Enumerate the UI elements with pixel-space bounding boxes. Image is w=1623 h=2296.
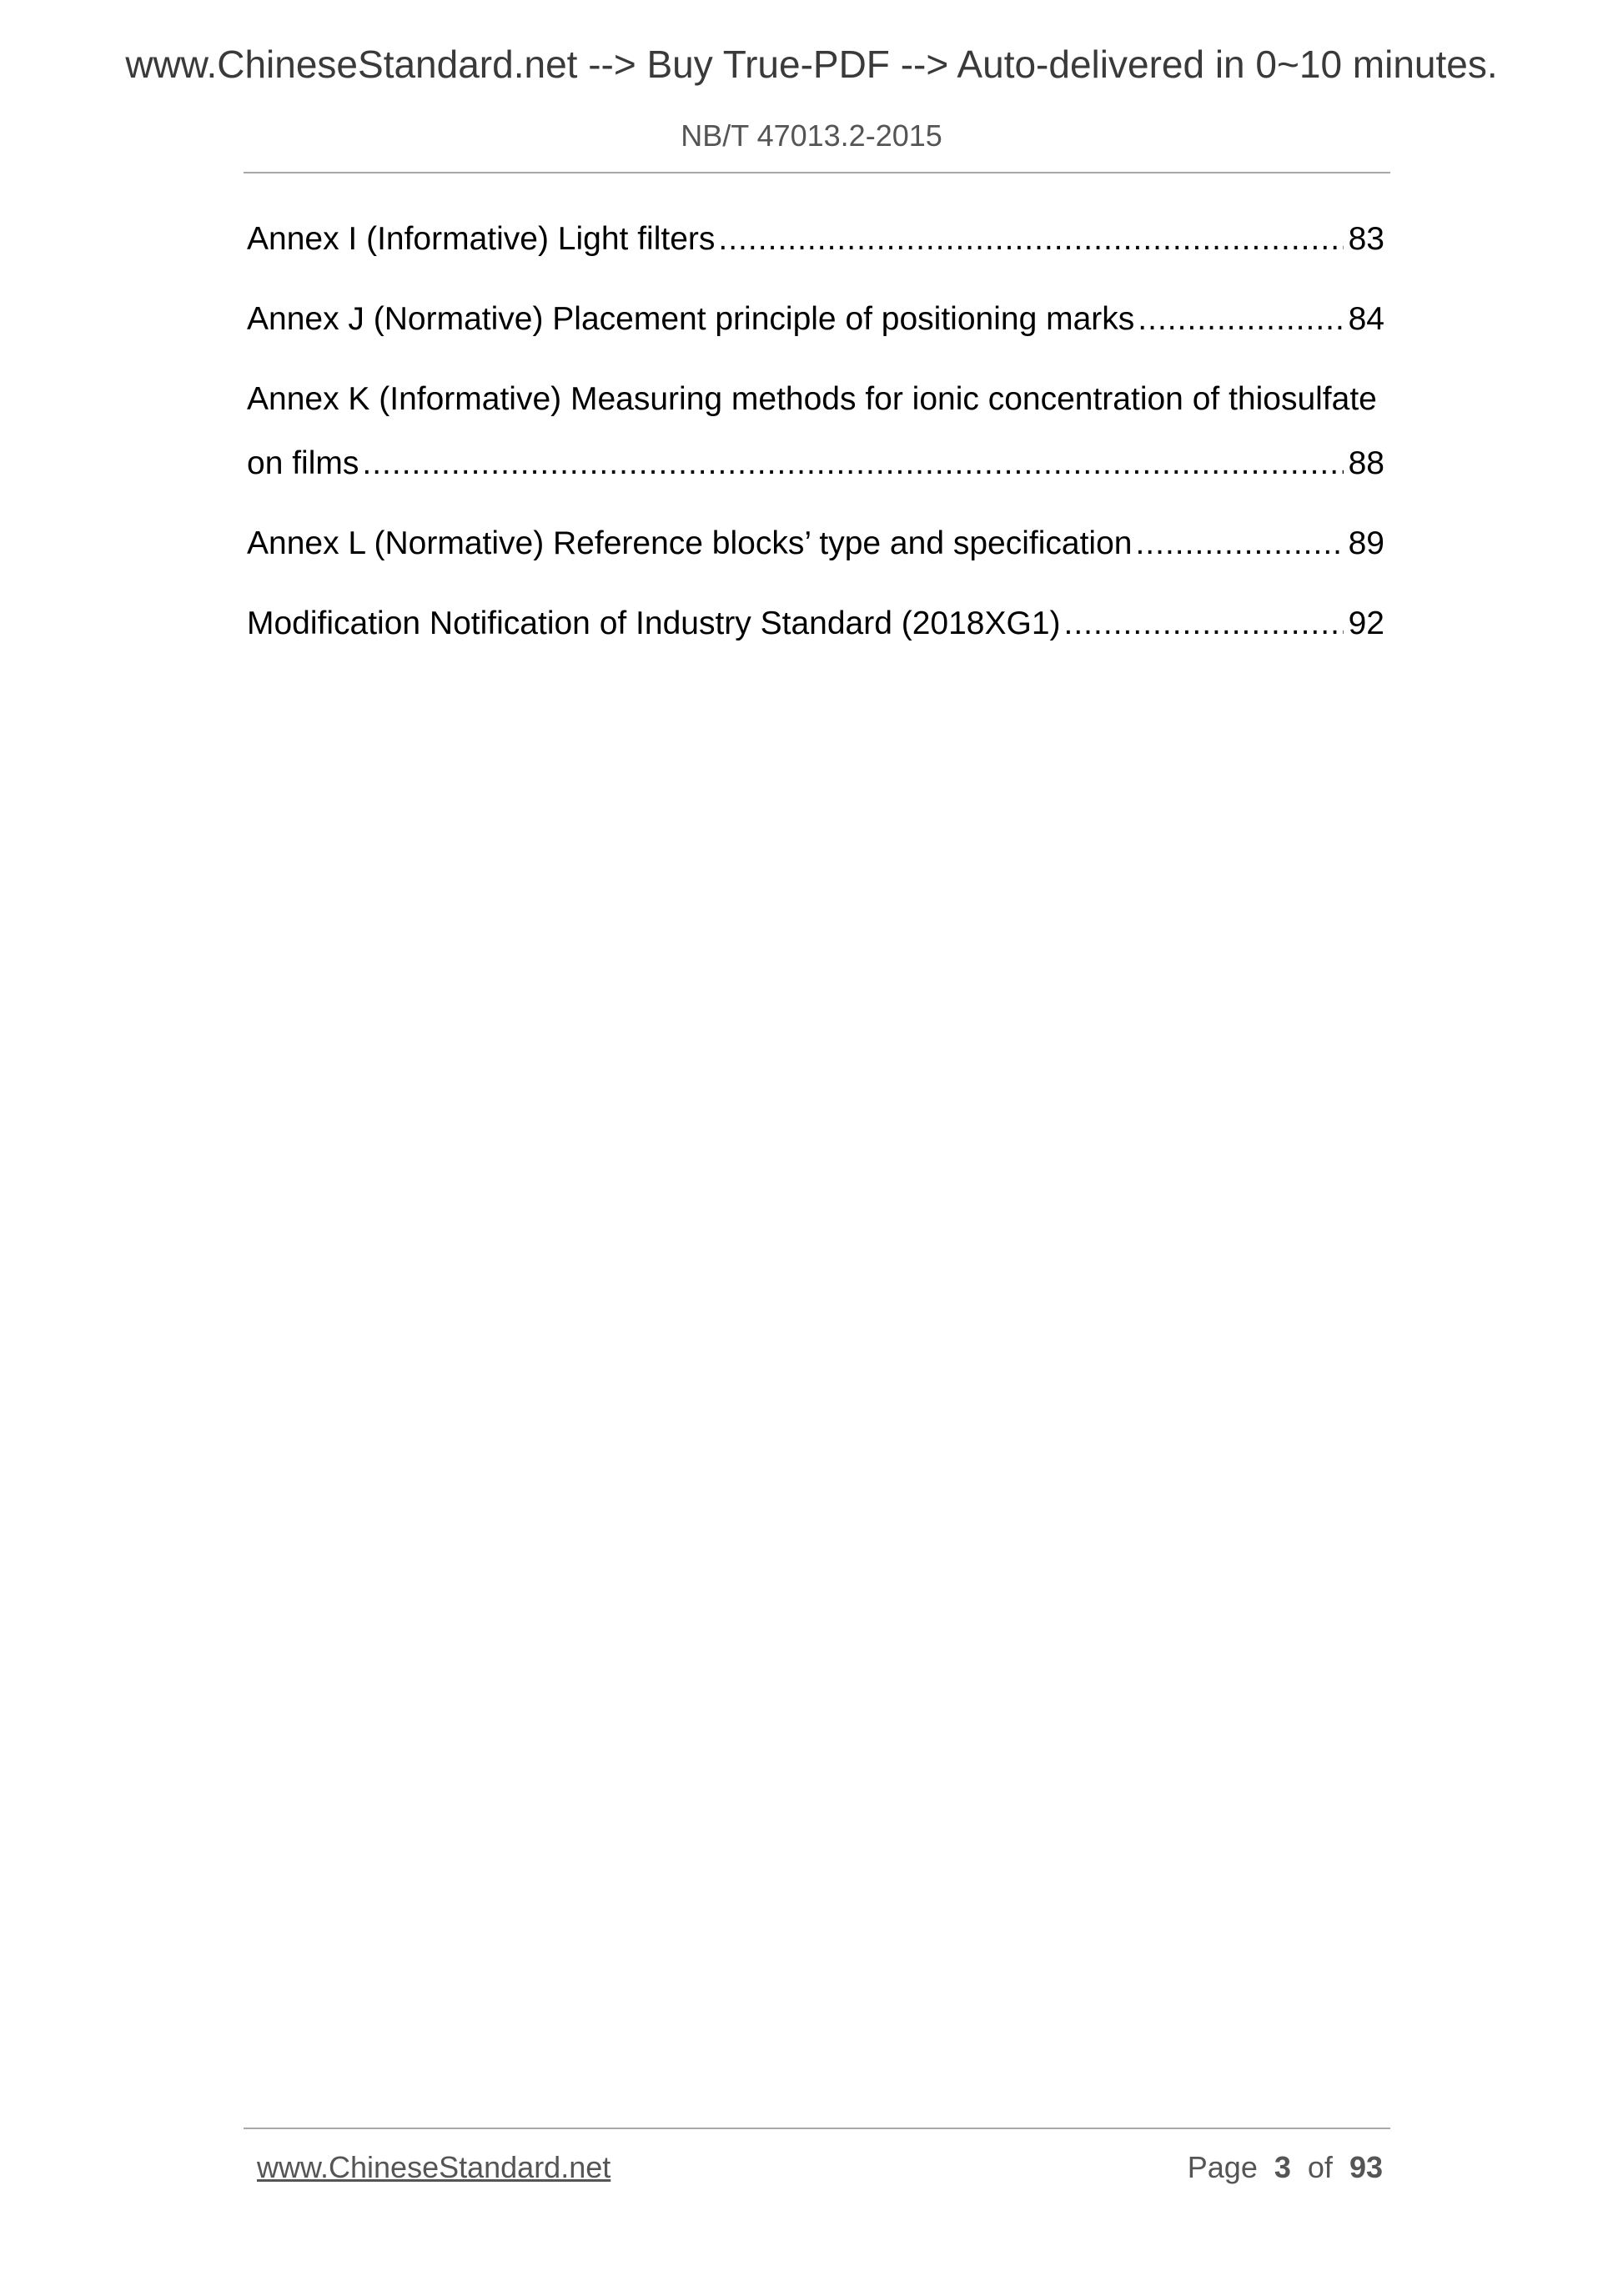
dot-leader	[362, 431, 1343, 495]
toc-entry-title: Annex L (Normative) Reference blocks’ type and specification	[247, 525, 1133, 561]
dot-leader	[1064, 591, 1344, 656]
toc-entry-title: Annex K (Informative) Measuring methods for ionic concentration of thiosulfate	[247, 381, 1377, 417]
toc-entry-page: 88	[1348, 445, 1384, 481]
header-divider	[244, 172, 1390, 173]
toc-entry-title: Annex J (Normative) Placement principle of positioning marks	[247, 301, 1135, 337]
toc-entry-page: 84	[1348, 301, 1384, 337]
toc-entry-annex-l[interactable]	[247, 511, 1384, 575]
toc-entry-title: Modification Notification of Industry Standard (2018XG1)	[247, 605, 1061, 641]
dot-leader	[718, 207, 1343, 271]
page-label: Page	[1187, 2150, 1258, 2184]
document-number: NB/T 47013.2-2015	[681, 118, 942, 153]
toc-entry-page: 83	[1348, 221, 1384, 257]
total-pages-number: 93	[1349, 2150, 1383, 2184]
page-indicator	[1188, 2150, 1383, 2185]
toc-entry-annex-i[interactable]	[247, 207, 1384, 271]
dot-leader	[1135, 511, 1343, 575]
toc-entry-title-continued: on films	[247, 445, 359, 481]
toc-entry-page: 89	[1348, 525, 1384, 561]
footer-divider	[244, 2128, 1390, 2129]
dot-leader	[1138, 287, 1343, 351]
toc-entry-annex-j[interactable]	[247, 287, 1384, 351]
of-label: of	[1307, 2150, 1333, 2184]
toc-entry-annex-k[interactable]	[247, 367, 1384, 495]
current-page-number: 3	[1274, 2150, 1291, 2184]
toc-entry-page: 92	[1348, 605, 1384, 641]
toc-entry-title: Annex I (Informative) Light filters	[247, 221, 716, 257]
footer-website-link[interactable]: www.ChineseStandard.net	[257, 2150, 611, 2184]
table-of-contents	[247, 207, 1384, 671]
site-banner: www.ChineseStandard.net --> Buy True-PDF --> Auto-delivered in 0~10 minutes.	[125, 43, 1498, 86]
toc-entry-modification-notification[interactable]	[247, 591, 1384, 656]
